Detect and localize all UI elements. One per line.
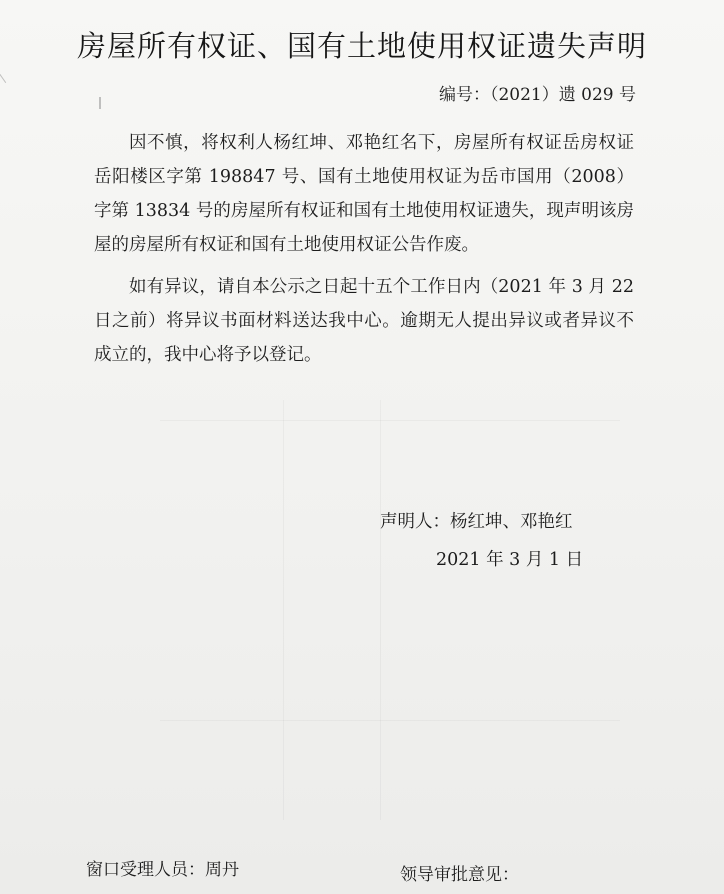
document-number: 编号：（2021）遗 029 号 [438,85,636,105]
document-title: 房屋所有权证、国有土地使用权证遗失声明 [76,29,647,63]
show-through-line [160,420,620,421]
scan-margin-mark [99,97,101,109]
show-through-line [160,720,620,721]
body-paragraph-notice: 因不慎，将权利人杨红坤、邓艳红名下，房屋所有权证岳房权证岳阳楼区字第 198847 号、国有土地使用权证为岳市国用（2008）字第 13834 号的房屋所有权证和国有土地使用权证遗失，现声明该房屋的房屋所有权证和国有土地使用权证公告作废。 [94,133,634,255]
document-body [94,126,634,380]
declaration-date: 2021 年 3 月 1 日 [436,550,584,570]
show-through-line [283,400,284,820]
scan-corner-mark [0,63,18,83]
body-paragraph-objection: 如有异议，请自本公示之日起十五个工作日内（2021 年 3 月 22 日之前）将异议书面材料送达我中心。逾期无人提出异议或者异议不成立的，我中心将予以登记。 [94,277,634,365]
leader-opinion-line: 领导审批意见： [400,865,519,885]
window-clerk-line: 窗口受理人员：周丹 [86,860,239,880]
declarant-line: 声明人：杨红坤、邓艳红 [380,512,573,532]
show-through-line [380,400,381,820]
